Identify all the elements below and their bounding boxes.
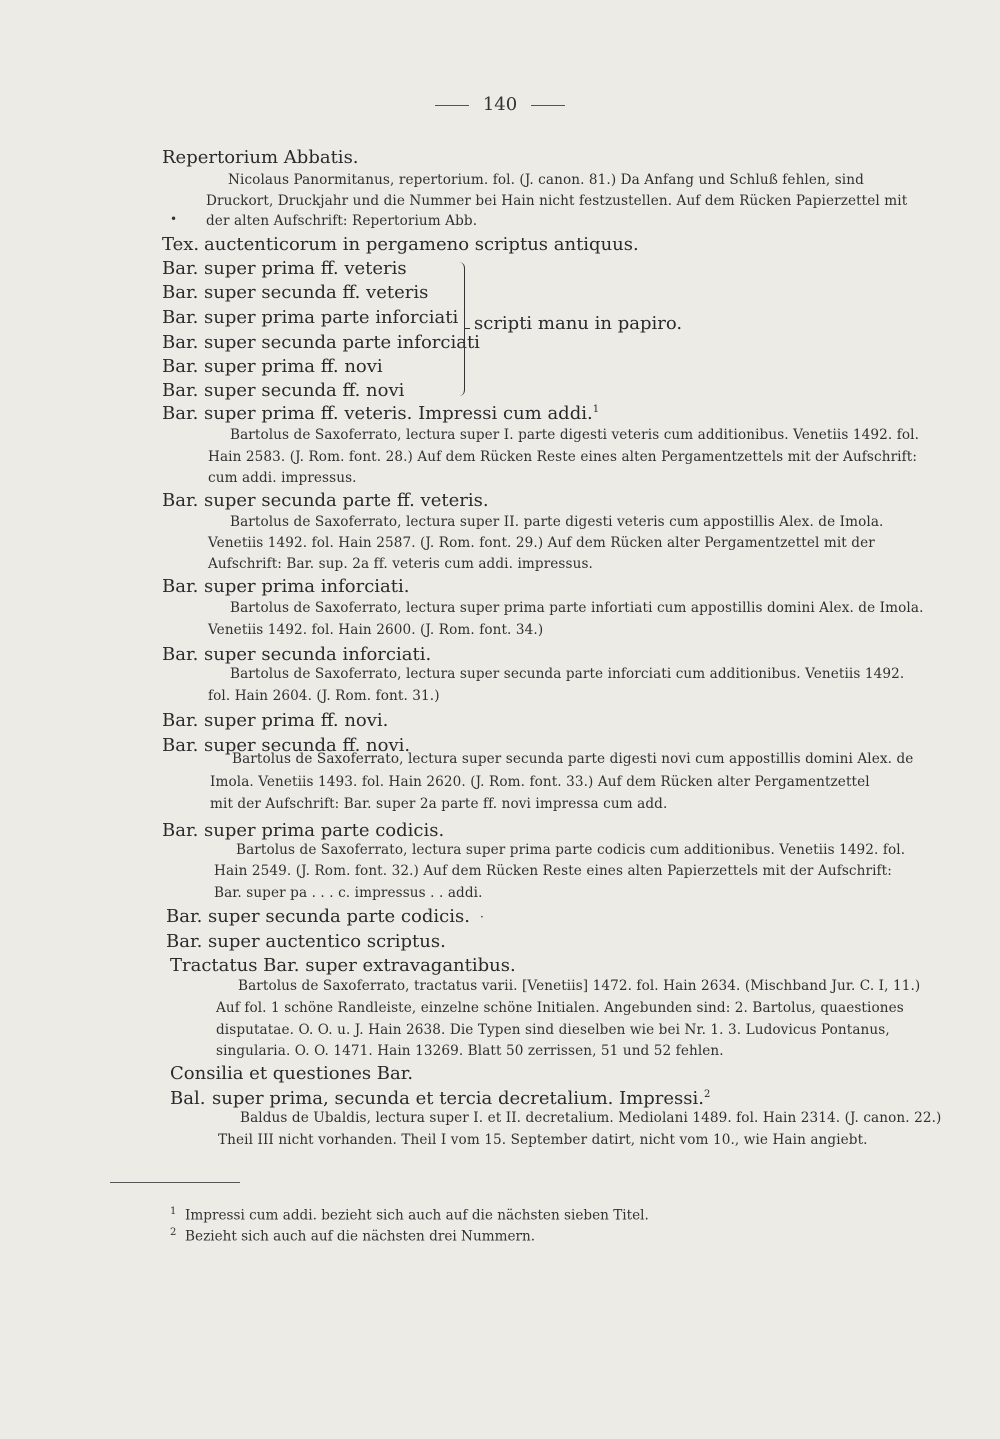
dash-right: [531, 105, 565, 106]
page-number: 140: [0, 94, 1000, 115]
note-line: Bartolus de Saxoferrato, lectura super I. parte digesti veteris cum additionibus. Venetiis 1492. fol.: [230, 427, 920, 443]
note-line: Auf fol. 1 schöne Randleiste, einzelne schöne Initialen. Angebunden sind: 2. Bartolus, quaestiones: [216, 1000, 904, 1016]
entry-heading: Bar. super secunda ff. novi.: [162, 735, 411, 756]
entry-heading: Bar. super prima ff. novi.: [162, 710, 389, 731]
note-line: Imola. Venetiis 1493. fol. Hain 2620. (J. Rom. font. 33.) Auf dem Rücken alter Pergamentzettel: [210, 774, 870, 790]
footnote-rule: [110, 1182, 240, 1183]
note-line: Baldus de Ubaldis, lectura super I. et II. decretalium. Mediolani 1489. fol. Hain 2314. (J. canon. 22.): [240, 1110, 942, 1126]
note-line: Hain 2549. (J. Rom. font. 32.) Auf dem Rücken Reste eines alten Papierzettels mit der Aufschrift:: [214, 863, 892, 879]
manuscript-entry: Bar. super secunda ff. veteris: [162, 282, 429, 303]
entry-heading: Bar. super prima inforciati.: [162, 576, 410, 597]
bracket: [452, 262, 465, 396]
note-line: Nicolaus Panormitanus, repertorium. fol. (J. canon. 81.) Da Anfang und Schluß fehlen, sind: [228, 172, 864, 188]
entry-heading: Tractatus Bar. super extravagantibus.: [170, 955, 516, 976]
manuscript-entry: Bar. super prima ff. veteris: [162, 258, 407, 279]
entry-heading: Consilia et questiones Bar.: [170, 1063, 414, 1084]
heading-repertorium: Repertorium Abbatis.: [162, 147, 359, 168]
note-line: disputatae. O. O. u. J. Hain 2638. Die Typen sind dieselben wie bei Nr. 1. 3. Ludovicus Pontanus,: [216, 1022, 890, 1038]
footnote: $^2$ Bezieht sich auch auf die nächsten drei Nummern.: [170, 1227, 536, 1245]
note-line: cum addi. impressus.: [208, 470, 357, 486]
margin-dot: ·: [480, 910, 484, 924]
bracket-tip: [464, 328, 470, 329]
entry-heading: Bar. super secunda parte ff. veteris.: [162, 490, 489, 511]
entry-heading: Bar. super prima ff. veteris. Impressi cum addi.$^1$: [162, 403, 600, 424]
note-line: Bartolus de Saxoferrato, lectura super prima parte codicis cum additionibus. Venetiis 1492. fol.: [236, 842, 906, 858]
entry-heading: Bar. super prima parte codicis.: [162, 820, 445, 841]
note-line: Bar. super pa . . . c. impressus . . addi.: [214, 885, 483, 901]
dash-left: [435, 105, 469, 106]
entry-heading: Bar. super secunda inforciati.: [162, 644, 432, 665]
footnote-ref: 1: [592, 404, 600, 415]
note-line: Theil III nicht vorhanden. Theil I vom 15. September datirt, nicht vom 10., wie Hain angiebt.: [218, 1132, 868, 1148]
margin-dot: •: [170, 212, 178, 226]
entry-heading: Bar. super auctentico scriptus.: [166, 931, 446, 952]
note-line: Venetiis 1492. fol. Hain 2600. (J. Rom. font. 34.): [208, 622, 544, 638]
note-line: singularia. O. O. 1471. Hain 13269. Blatt 50 zerrissen, 51 und 52 fehlen.: [216, 1043, 724, 1059]
note-line: mit der Aufschrift: Bar. super 2a parte ff. novi impressa cum add.: [210, 796, 668, 812]
footnote-ref: 2: [704, 1089, 711, 1100]
note-line: Bartolus de Saxoferrato, tractatus varii. [Venetiis] 1472. fol. Hain 2634. (Mischband Jur. C. I, 11.): [238, 978, 921, 994]
note-line: Venetiis 1492. fol. Hain 2587. (J. Rom. font. 29.) Auf dem Rücken alter Pergamentzettel mit der: [208, 535, 875, 551]
note-line: Hain 2583. (J. Rom. font. 28.) Auf dem Rücken Reste eines alten Pergamentzettels mit der Aufschrift:: [208, 449, 917, 465]
footnote: $^1$ Impressi cum addi. bezieht sich auch auf die nächsten sieben Titel.: [170, 1206, 649, 1224]
note-line: fol. Hain 2604. (J. Rom. font. 31.): [208, 688, 440, 704]
manuscript-entry: Bar. super secunda parte inforciati: [162, 332, 480, 353]
note-line: Druckort, Druckjahr und die Nummer bei Hain nicht festzustellen. Auf dem Rücken Papierzettel mit: [206, 193, 908, 209]
note-line: Bartolus de Saxoferrato, lectura super II. parte digesti veteris cum appostillis Alex. de Imola.: [230, 514, 884, 530]
entry-heading: Bar. super secunda parte codicis.: [166, 906, 470, 927]
manuscript-entry: Bar. super prima ff. novi: [162, 356, 383, 377]
note-line: Bartolus de Saxoferrato, lectura super secunda parte inforciati cum additionibus. Venetiis 1492.: [230, 666, 905, 682]
bracket-label: scripti manu in papiro.: [474, 313, 683, 334]
note-line: Aufschrift: Bar. sup. 2a ff. veteris cum addi. impressus.: [208, 556, 593, 572]
note-line: Bartolus de Saxoferrato, lectura super secunda parte digesti novi cum appostillis domini Alex. de: [232, 751, 914, 767]
heading-tex: Tex. auctenticorum in pergameno scriptus antiquus.: [162, 234, 639, 255]
manuscript-entry: Bar. super prima parte inforciati: [162, 307, 459, 328]
note-line: der alten Aufschrift: Repertorium Abb.: [206, 213, 478, 229]
manuscript-entry: Bar. super secunda ff. novi: [162, 380, 405, 401]
entry-heading: Bal. super prima, secunda et tercia decretalium. Impressi.$^2$: [170, 1088, 711, 1109]
note-line: Bartolus de Saxoferrato, lectura super prima parte infortiati cum appostillis domini Alex. de Imola.: [230, 600, 924, 616]
